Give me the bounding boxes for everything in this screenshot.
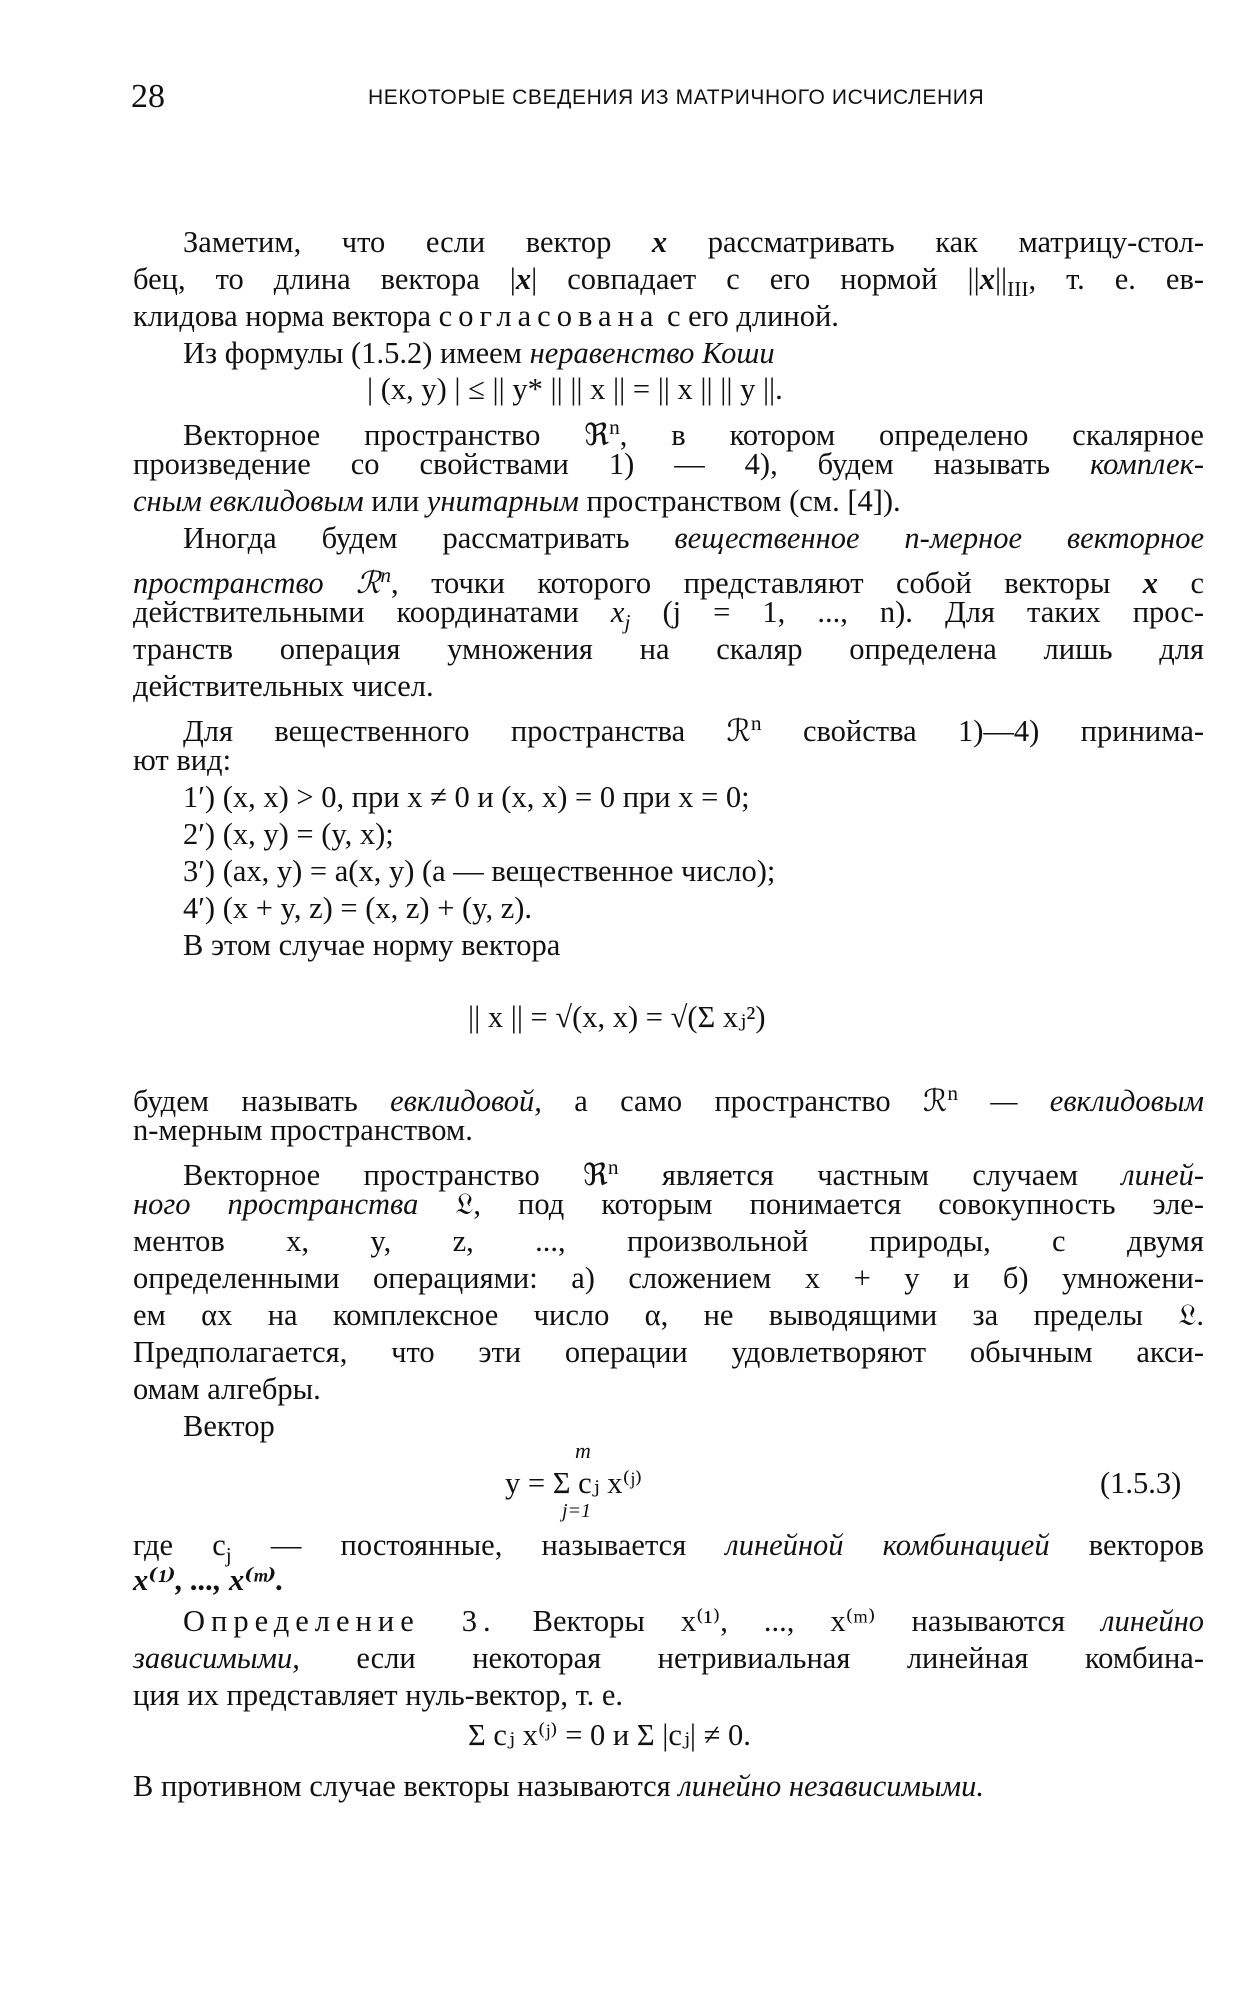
sum-upper-limit: m [575,1438,591,1463]
text-line: ют вид: [133,743,232,777]
sum-lower-limit: j=1 [562,1500,592,1522]
text-line: будем называть евклидовой, а само пространство ℛ$^n$ — евклидовым [133,1081,1205,1119]
linear-combination-formula: y = Σ cⱼ x⁽ʲ⁾ [505,1466,643,1500]
text-line: Заметим, что если вектор x рассматривать как матрицу-стол- [183,225,1204,259]
euclidean-norm-formula: || x || = √(x, x) = √(Σ xⱼ²) [468,1000,766,1034]
text-line: определенными операциями: а) сложением x + y и б) умножени- [133,1261,1204,1295]
running-title: НЕКОТОРЫЕ СВЕДЕНИЯ ИЗ МАТРИЧНОГО ИСЧИСЛЕНИЯ [368,86,985,109]
text-line: В этом случае норму вектора [183,928,561,962]
text-line: пространство ℛ$^n$, точки которого представляют собой векторы x с [133,563,1204,601]
text-line: В противном случае векторы называются линейно независимыми. [133,1769,984,1803]
linear-dependence-formula: Σ cⱼ x⁽ʲ⁾ = 0 и Σ |cⱼ| ≠ 0. [468,1718,751,1752]
cauchy-inequality: | (x, y) | ≤ || y* || || x || = || x || || y ||. [367,372,783,406]
text-line: n-мерным пространством. [133,1113,473,1147]
text-line: зависимыми, если некоторая нетривиальная линейная комбина- [133,1641,1204,1675]
page-number: 28 [131,78,165,115]
text-line: ем αx на комплексное число α, не выводящими за пределы 𝔏. [133,1298,1204,1332]
text-line: Вектор [183,1409,275,1443]
property-1: 1′) (x, x) > 0, при x ≠ 0 и (x, x) = 0 при x = 0; [183,780,750,814]
text-line: омам алгебры. [133,1372,321,1406]
text-line: Из формулы (1.5.2) имеем неравенство Коши [183,336,775,370]
text-line: Векторное пространство ℜ$^n$ является частным случаем линей- [183,1155,1204,1193]
text-line: произведение со свойствами 1) — 4), будем называть комплек- [133,447,1204,481]
text-line: x⁽¹⁾, ..., x⁽ᵐ⁾. [133,1563,284,1597]
text-line: ного пространства 𝔏, под которым понимается совокупность эле- [133,1187,1204,1221]
text-line: Иногда будем рассматривать вещественное n-мерное векторное [183,521,1205,555]
text-line: транств операция умножения на скаляр определена лишь для [133,632,1204,666]
property-4: 4′) (x + y, z) = (x, z) + (y, z). [183,891,533,925]
text-line: бец, то длина вектора |x| совпадает с его нормой $||x||_{III}$, т. е. ев- [133,262,1205,302]
text-line: ментов x, y, z, ..., произвольной природы, с двумя [133,1224,1204,1258]
text-line: сным евклидовым или унитарным пространством (см. [4]). [133,484,901,518]
text-line: клидова норма вектора согласована с его длиной. [133,299,839,333]
property-3: 3′) (ax, y) = a(x, y) (a — вещественное число); [183,854,776,888]
property-2: 2′) (x, y) = (y, x); [183,817,394,851]
text-line: ция их представляет нуль-вектор, т. е. [133,1678,624,1712]
equation-number: (1.5.3) [1100,1466,1182,1500]
text-line: действительными координатами $x_j$ (j = 1, ..., n). Для таких прос- [133,595,1205,635]
text-line: Векторное пространство ℜ$^n$, в котором определено скалярное [183,415,1204,453]
text-line: действительных чисел. [133,669,434,703]
text-line: Определение 3. Векторы x⁽¹⁾, ..., x⁽ᵐ⁾ называются линейно [183,1604,1205,1638]
text-line: Для вещественного пространства ℛ$^n$ свойства 1)—4) принима- [183,711,1205,749]
text-line: где $c_j$ — постоянные, называется линейной комбинацией векторов [133,1528,1205,1568]
text-line: Предполагается, что эти операции удовлетворяют обычным акси- [133,1335,1204,1369]
